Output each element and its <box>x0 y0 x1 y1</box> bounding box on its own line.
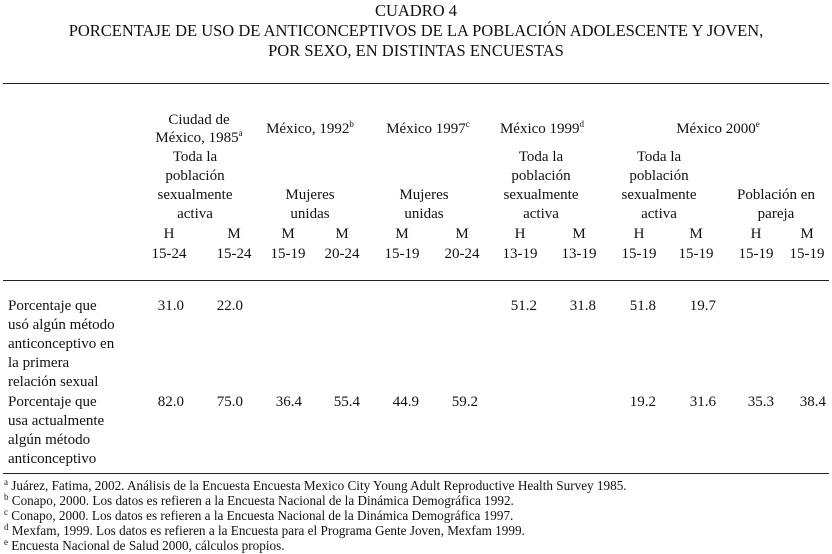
col-age: 13-19 <box>561 246 597 262</box>
col-age: 20-24 <box>444 246 480 262</box>
table-title: PORCENTAJE DE USO DE ANTICONCEPTIVOS DE LA POBLACIÓN ADOLESCENTE Y JOVEN, <box>68 21 764 40</box>
pop-1992-line2: unidas <box>290 206 330 222</box>
table-cell: 55.4 <box>333 394 360 410</box>
top-rule <box>3 83 829 84</box>
survey-cdmx-1985-line1: Ciudad de <box>168 112 230 128</box>
col-sex: M <box>395 226 409 242</box>
bottom-rule <box>3 473 829 474</box>
footnote-d: $^d$ Mexfam, 1999. Los datos es refieren a la Encuesta para el Programa Gente Joven, Mexfam 1999. <box>4 522 525 538</box>
row2-label-line2: usa actualmente <box>8 413 105 429</box>
footnote-b: $^b$ Conapo, 2000. Los datos es refieren a la Encuesta Nacional de la Dinámica Demográfica 1992. <box>4 492 514 508</box>
pop-2000a-line1: Toda la <box>636 149 682 165</box>
pop-cdmx-line3: sexualmente <box>157 187 233 203</box>
pop-2000a-line3: sexualmente <box>621 187 697 203</box>
col-sex: H <box>163 226 175 242</box>
col-sex: H <box>750 226 762 242</box>
col-sex: M <box>800 226 814 242</box>
pop-1997-line2: unidas <box>404 206 444 222</box>
col-age: 20-24 <box>324 246 360 262</box>
row2-label-line4: anticonceptivo <box>8 451 97 467</box>
table-cell: 36.4 <box>275 394 302 410</box>
col-age: 15-24 <box>216 246 252 262</box>
table-cell: 31.6 <box>689 394 716 410</box>
pop-cdmx-line4: activa <box>177 206 213 222</box>
col-age: 15-19 <box>678 246 714 262</box>
footnote-a: $^a$ Juárez, Fatima, 2002. Análisis de la Encuesta Encuesta Mexico City Young Adult Reproductive Health Survey 1985. <box>4 477 627 493</box>
row1-label-line5: relación sexual <box>8 374 99 390</box>
col-sex: M <box>227 226 241 242</box>
col-age: 13-19 <box>502 246 538 262</box>
pop-1997-line1: Mujeres <box>399 187 449 203</box>
row2-label-line1: Porcentaje que <box>8 394 97 410</box>
col-age: 15-19 <box>738 246 774 262</box>
pop-2000a-line2: población <box>629 168 689 184</box>
table-number: CUADRO 4 <box>374 1 458 20</box>
col-sex: M <box>572 226 586 242</box>
header-rule <box>3 280 829 281</box>
survey-mexico-1999: México 1999$^d$ <box>499 119 585 137</box>
col-sex: M <box>281 226 295 242</box>
pop-cdmx-line2: población <box>165 168 225 184</box>
pop-1999-line1: Toda la <box>518 149 564 165</box>
pop-1999-line3: sexualmente <box>503 187 579 203</box>
pop-2000b-line1: Población en <box>737 187 815 203</box>
col-age: 15-19 <box>384 246 420 262</box>
table-cell: 19.2 <box>629 394 656 410</box>
table-cell: 38.4 <box>799 394 826 410</box>
pop-2000a-line4: activa <box>641 206 677 222</box>
pop-1992-line1: Mujeres <box>285 187 335 203</box>
row2-label-line3: algún método <box>8 432 91 448</box>
survey-mexico-1992: México, 1992$^b$ <box>266 119 354 137</box>
survey-cdmx-1985-line2: México, 1985$^a$ <box>155 128 243 146</box>
table-cell: 22.0 <box>216 298 243 314</box>
table-cell: 51.2 <box>510 298 537 314</box>
col-sex: M <box>455 226 469 242</box>
row1-label-line3: anticonceptivo en <box>8 336 115 352</box>
col-sex: M <box>689 226 703 242</box>
col-sex: H <box>633 226 645 242</box>
table-cell: 75.0 <box>216 394 243 410</box>
table-cell: 19.7 <box>689 298 716 314</box>
col-sex: H <box>514 226 526 242</box>
pop-cdmx-line1: Toda la <box>172 149 218 165</box>
pop-2000b-line2: pareja <box>757 206 795 222</box>
col-age: 15-24 <box>151 246 187 262</box>
table-cell: 31.8 <box>569 298 596 314</box>
row1-label-line2: usó algún método <box>8 317 115 333</box>
col-sex: M <box>335 226 349 242</box>
table-cell: 82.0 <box>157 394 184 410</box>
table-cell: 31.0 <box>157 298 184 314</box>
table-cell: 59.2 <box>451 394 478 410</box>
pop-1999-line2: población <box>511 168 571 184</box>
col-age: 15-19 <box>621 246 657 262</box>
row1-label-line4: la primera <box>8 355 70 371</box>
table-cell: 35.3 <box>747 394 774 410</box>
pop-1999-line4: activa <box>523 206 559 222</box>
col-age: 15-19 <box>270 246 306 262</box>
table-subtitle: POR SEXO, EN DISTINTAS ENCUESTAS <box>268 41 564 60</box>
survey-mexico-1997: México 1997$^c$ <box>386 119 470 137</box>
table-cell: 44.9 <box>392 394 419 410</box>
table-cell: 51.8 <box>629 298 656 314</box>
row1-label-line1: Porcentaje que <box>8 298 97 314</box>
footnote-e: $^e$ Encuesta Nacional de Salud 2000, cálculos propios. <box>4 537 285 553</box>
survey-mexico-2000: México 2000e <box>676 119 760 137</box>
footnote-c: $^c$ Conapo, 2000. Los datos es refieren a la Encuesta Nacional de la Dinámica Demográfica 1997. <box>4 507 514 523</box>
col-age: 15-19 <box>789 246 825 262</box>
